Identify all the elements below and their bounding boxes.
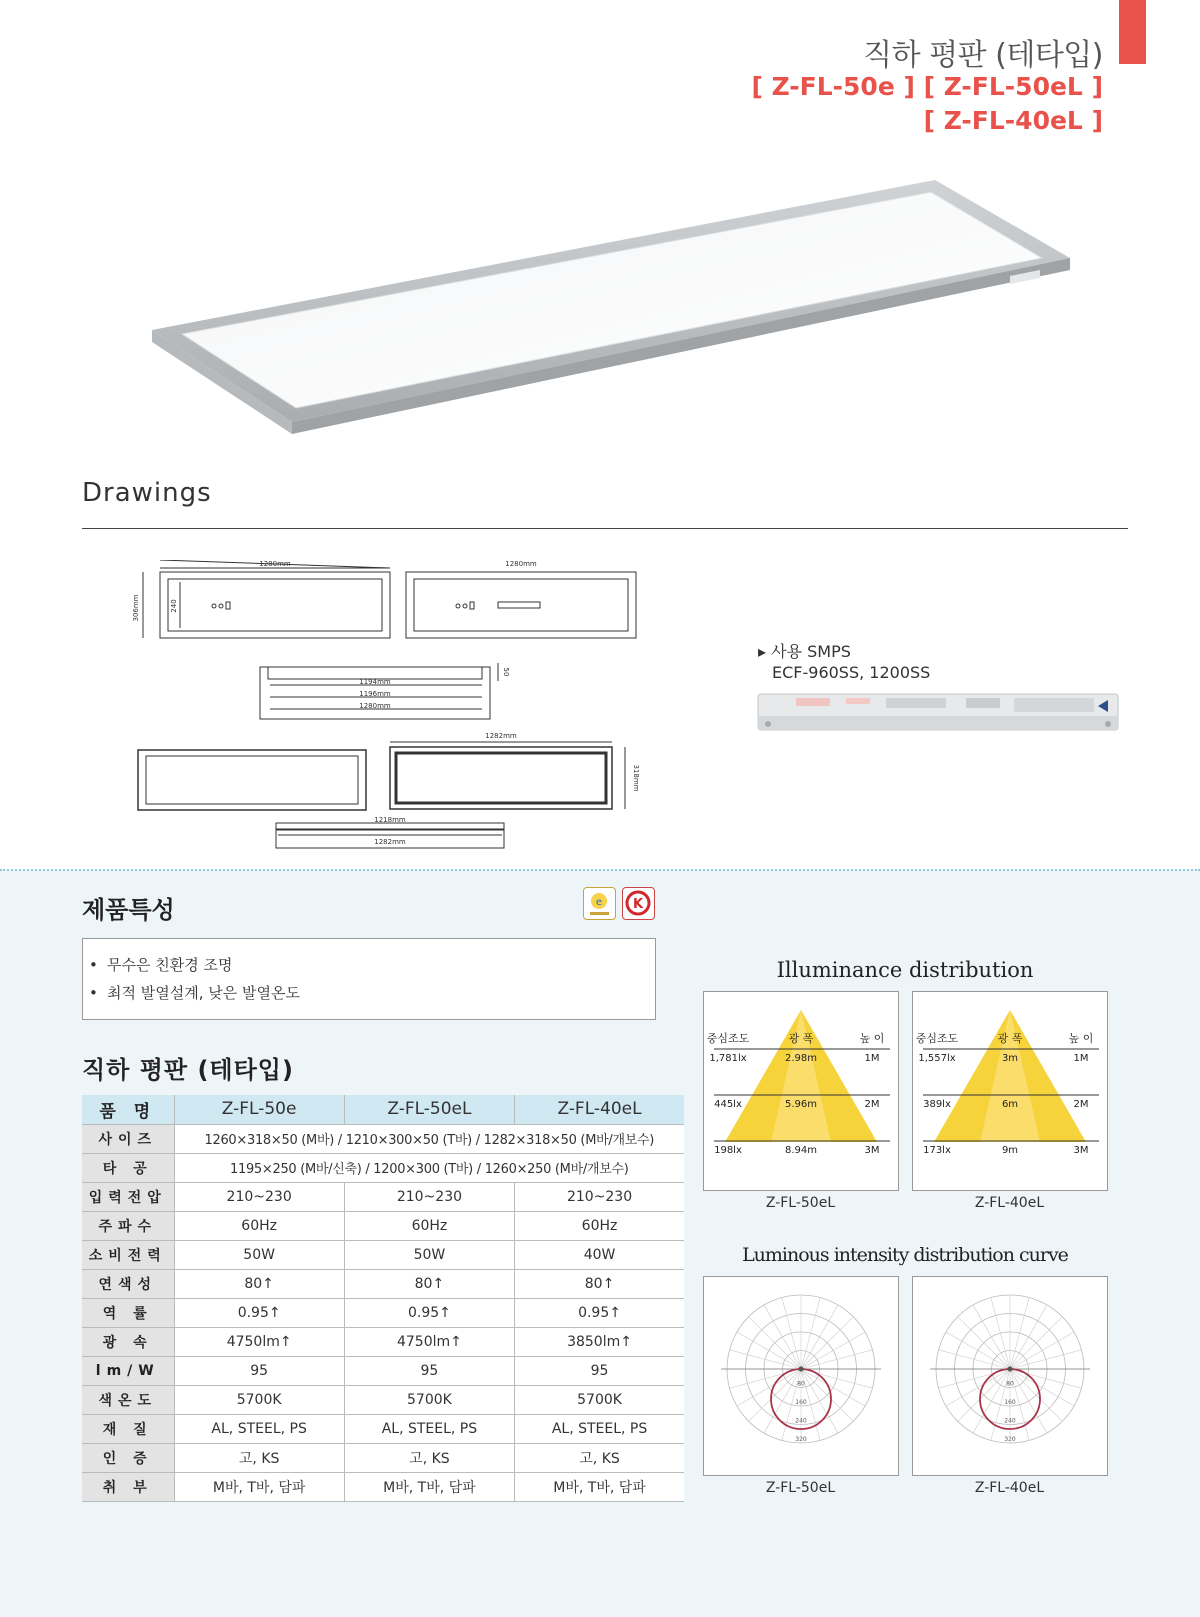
- row-label: lm/W: [82, 1356, 174, 1385]
- table-row: [82, 1240, 684, 1269]
- table-cell: 80↑: [515, 1269, 684, 1298]
- product-image: [140, 170, 1080, 440]
- table-cell: M바, T바, 담파: [174, 1472, 344, 1501]
- column-header: Z-FL-50e: [174, 1095, 344, 1124]
- lux-value: 1,781lx: [709, 1053, 747, 1064]
- row-label: 색온도: [82, 1385, 174, 1414]
- table-cell: 1260×318×50 (M바) / 1210×300×50 (T바) / 1282×318×50 (M바/개보수): [174, 1124, 684, 1153]
- polar-ring-label: 240: [1004, 1417, 1016, 1425]
- table-row: [82, 1414, 684, 1443]
- height-value: 2M: [1073, 1099, 1089, 1110]
- row-label: 광 속: [82, 1327, 174, 1356]
- height-value: 3M: [864, 1145, 880, 1156]
- row-label: 소비전력: [82, 1240, 174, 1269]
- polar-spoke: [801, 1332, 865, 1369]
- table-cell: 고, KS: [515, 1443, 684, 1472]
- height-value: 1M: [1073, 1053, 1089, 1064]
- row-label: 역 률: [82, 1298, 174, 1327]
- table-cell: 0.95↑: [174, 1298, 344, 1327]
- dotted-divider: [0, 869, 1200, 871]
- table-cell: 4750lm↑: [174, 1327, 344, 1356]
- table-row: [82, 1443, 684, 1472]
- lux-value: 173lx: [923, 1145, 951, 1156]
- table-header-row: [82, 1095, 684, 1124]
- head-beam-width: 광 폭: [997, 1032, 1023, 1045]
- polar-spoke: [749, 1317, 801, 1369]
- beam-width-value: 2.98m: [784, 1053, 818, 1064]
- polar-spoke: [1010, 1298, 1029, 1369]
- smps-label: [758, 641, 930, 683]
- table-cell: 95: [174, 1356, 344, 1385]
- polar-spoke: [1010, 1332, 1074, 1369]
- table-row: [82, 1472, 684, 1501]
- dim-mid-depth: 50: [502, 667, 510, 677]
- table-row: [82, 1327, 684, 1356]
- beam-width-value: 5.96m: [784, 1099, 818, 1110]
- beam-width-value: 3m: [1001, 1053, 1019, 1064]
- dim-bottom-width: 1282mm: [485, 732, 517, 740]
- polar-spoke: [801, 1369, 865, 1406]
- polar-spoke: [801, 1350, 872, 1369]
- polar-spoke: [946, 1369, 1010, 1406]
- polar-spoke: [991, 1298, 1010, 1369]
- polar-spoke: [1010, 1350, 1081, 1369]
- drawings-heading: Drawings: [82, 478, 212, 508]
- eco-certification-icon: [583, 887, 616, 920]
- feature-item: • 무수은 친환경 조명: [89, 956, 233, 974]
- dim-mid-a: 1194mm: [359, 678, 391, 686]
- polar-spoke: [946, 1332, 1010, 1369]
- table-row: [82, 1211, 684, 1240]
- polar-spoke: [801, 1298, 820, 1369]
- illuminance-diagram: [704, 992, 898, 1190]
- column-header: Z-FL-40eL: [515, 1095, 684, 1124]
- head-center-lux: 중심조도: [915, 1032, 959, 1045]
- svg-text:K: K: [632, 897, 644, 912]
- polar-spoke: [737, 1369, 801, 1406]
- intensity-caption: Z-FL-40eL: [974, 1480, 1045, 1496]
- spec-heading: 직하 평판 (테타입): [82, 1056, 294, 1084]
- height-value: 1M: [864, 1053, 880, 1064]
- polar-ring-label: 160: [795, 1399, 807, 1406]
- table-cell: 80↑: [174, 1269, 344, 1298]
- beam-width-value: 6m: [1001, 1099, 1019, 1110]
- head-beam-width: 광 폭: [788, 1032, 814, 1045]
- row-label: 사이즈: [82, 1124, 174, 1153]
- table-cell: 210~230: [515, 1182, 684, 1211]
- polar-spoke: [973, 1305, 1010, 1369]
- lux-value: 389lx: [923, 1099, 951, 1110]
- table-row: [82, 1182, 684, 1211]
- table-cell: 80↑: [344, 1269, 514, 1298]
- section-divider: [82, 528, 1128, 529]
- illuminance-panel-40el: [912, 991, 1108, 1191]
- row-label: 재 질: [82, 1414, 174, 1443]
- illuminance-diagram: [913, 992, 1107, 1190]
- table-cell: AL, STEEL, PS: [515, 1414, 684, 1443]
- table-row: [82, 1269, 684, 1298]
- table-cell: 50W: [174, 1240, 344, 1269]
- polar-spoke: [958, 1317, 1010, 1369]
- dim-bottom-height: 318mm: [632, 764, 640, 792]
- dim-mid-c: 1280mm: [359, 702, 391, 710]
- polar-spoke: [730, 1350, 801, 1369]
- polar-diagram: [913, 1277, 1107, 1475]
- row-label: 연색성: [82, 1269, 174, 1298]
- table-cell: 5700K: [174, 1385, 344, 1414]
- corner-tab: [1119, 0, 1146, 64]
- polar-spoke: [801, 1317, 853, 1369]
- table-cell: AL, STEEL, PS: [344, 1414, 514, 1443]
- head-center-lux: 중심조도: [706, 1032, 750, 1045]
- column-header: 품 명: [82, 1095, 174, 1124]
- lux-value: 198lx: [714, 1145, 742, 1156]
- table-cell: 210~230: [344, 1182, 514, 1211]
- row-label: 입력전압: [82, 1182, 174, 1211]
- beam-width-value: 9m: [1001, 1145, 1019, 1156]
- polar-spoke: [801, 1305, 838, 1369]
- polar-spoke: [1010, 1317, 1062, 1369]
- table-cell: 고, KS: [344, 1443, 514, 1472]
- illuminance-caption: Z-FL-40eL: [974, 1195, 1045, 1211]
- ks-mark-icon: [622, 887, 655, 920]
- intensity-panel-50el: [703, 1276, 899, 1476]
- table-cell: M바, T바, 담파: [344, 1472, 514, 1501]
- polar-spoke: [764, 1305, 801, 1369]
- intensity-title: Luminous intensity distribution curve: [742, 1244, 1068, 1266]
- table-cell: 60Hz: [515, 1211, 684, 1240]
- features-heading: 제품특성: [82, 896, 175, 924]
- row-label: 주파수: [82, 1211, 174, 1240]
- table-cell: 210~230: [174, 1182, 344, 1211]
- smps-label-line2: ECF-960SS, 1200SS: [772, 663, 931, 682]
- lux-value: 445lx: [714, 1099, 742, 1110]
- dim-top-left: 1280mm: [259, 560, 291, 568]
- dim-top-right: 1280mm: [505, 560, 537, 568]
- lux-value: 1,557lx: [918, 1053, 956, 1064]
- dim-bottom-inner: 1218mm: [374, 816, 406, 824]
- polar-center: [799, 1367, 804, 1372]
- column-header: Z-FL-50eL: [344, 1095, 514, 1124]
- intensity-panel-40el: [912, 1276, 1108, 1476]
- page-title: 직하 평판 (테타입): [863, 38, 1103, 73]
- table-row: [82, 1298, 684, 1327]
- beam-width-value: 8.94m: [784, 1145, 818, 1156]
- row-label: 인 증: [82, 1443, 174, 1472]
- polar-ring-label: 320: [1004, 1436, 1016, 1443]
- table-cell: 0.95↑: [344, 1298, 514, 1327]
- table-cell: M바, T바, 담파: [515, 1472, 684, 1501]
- svg-text:e: e: [595, 897, 603, 908]
- table-cell: 95: [515, 1356, 684, 1385]
- table-row: [82, 1356, 684, 1385]
- model-names-line1: [ Z-FL-50e ] [ Z-FL-50eL ]: [751, 72, 1103, 101]
- table-row: [82, 1385, 684, 1414]
- table-cell: 고, KS: [174, 1443, 344, 1472]
- table-cell: 50W: [344, 1240, 514, 1269]
- row-label: 취 부: [82, 1472, 174, 1501]
- intensity-caption: Z-FL-50eL: [765, 1480, 836, 1496]
- illuminance-panel-50el: [703, 991, 899, 1191]
- polar-spoke: [1010, 1369, 1074, 1406]
- polar-spoke: [782, 1298, 801, 1369]
- polar-spoke: [939, 1350, 1010, 1369]
- polar-spoke: [737, 1332, 801, 1369]
- table-cell: 4750lm↑: [344, 1327, 514, 1356]
- polar-ring-label: 80: [797, 1380, 805, 1388]
- table-cell: 95: [344, 1356, 514, 1385]
- table-row: [82, 1153, 684, 1182]
- dim-inner-height: 240: [170, 599, 178, 613]
- table-cell: 0.95↑: [515, 1298, 684, 1327]
- technical-drawing: [110, 560, 670, 860]
- feature-item: • 최적 발열설계, 낮은 발열온도: [89, 984, 300, 1002]
- head-height: 높 이: [1068, 1032, 1094, 1045]
- table-cell: AL, STEEL, PS: [174, 1414, 344, 1443]
- table-cell: 5700K: [515, 1385, 684, 1414]
- polar-ring-label: 160: [1004, 1399, 1016, 1406]
- head-height: 높 이: [859, 1032, 885, 1045]
- dim-mid-b: 1196mm: [359, 690, 391, 698]
- height-value: 2M: [864, 1099, 880, 1110]
- spec-table: [82, 1095, 684, 1502]
- features-box: [82, 938, 656, 1020]
- table-cell: 5700K: [344, 1385, 514, 1414]
- polar-ring-label: 240: [795, 1417, 807, 1425]
- table-cell: 60Hz: [344, 1211, 514, 1240]
- polar-spoke: [1010, 1305, 1047, 1369]
- table-cell: 60Hz: [174, 1211, 344, 1240]
- illuminance-caption: Z-FL-50eL: [765, 1195, 836, 1211]
- dim-bottom-outer: 1282mm: [374, 838, 406, 846]
- table-cell: 3850lm↑: [515, 1327, 684, 1356]
- illuminance-title: Illuminance distribution: [776, 958, 1034, 982]
- polar-diagram: [704, 1277, 898, 1475]
- model-names-line2: [ Z-FL-40eL ]: [923, 106, 1103, 135]
- table-cell: 40W: [515, 1240, 684, 1269]
- polar-ring-label: 80: [1006, 1380, 1014, 1388]
- smps-label-line1: ▸ 사용 SMPS: [758, 642, 851, 661]
- polar-center: [1008, 1367, 1013, 1372]
- smps-image: [756, 690, 1120, 738]
- height-value: 3M: [1073, 1145, 1089, 1156]
- table-row: [82, 1124, 684, 1153]
- row-label: 타 공: [82, 1153, 174, 1182]
- polar-ring-label: 320: [795, 1436, 807, 1443]
- dim-side-height: 306mm: [132, 594, 140, 622]
- table-cell: 1195×250 (M바/신축) / 1200×300 (T바) / 1260×250 (M바/개보수): [174, 1153, 684, 1182]
